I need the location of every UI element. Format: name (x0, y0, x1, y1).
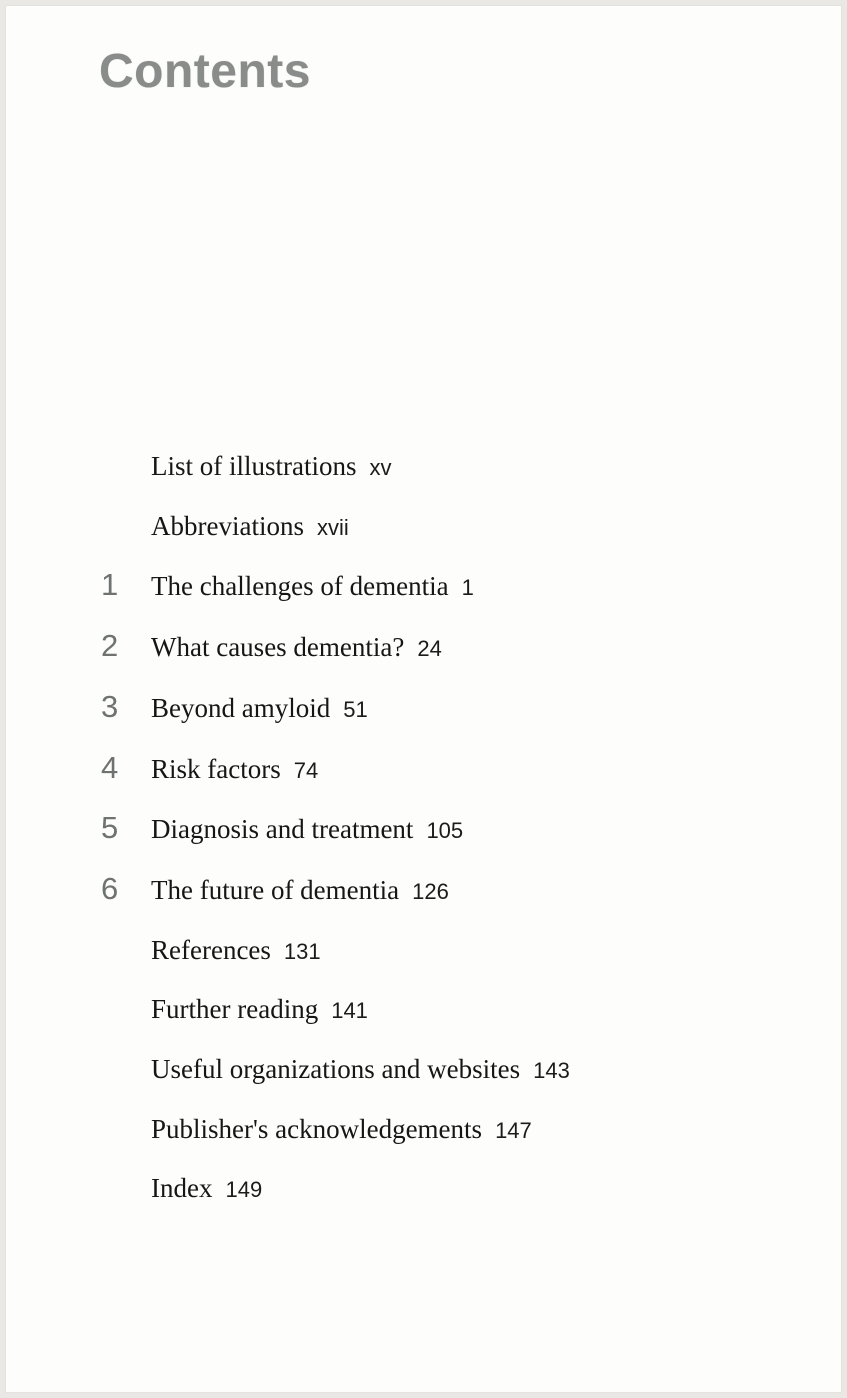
toc-entry-label: The future of dementia (151, 874, 400, 905)
toc-entry-label: Further reading (151, 994, 319, 1025)
toc-entry (101, 982, 570, 1042)
chapter-number: 5 (101, 810, 119, 846)
toc-entry (101, 923, 570, 983)
toc-list (101, 439, 570, 1221)
toc-entry (101, 499, 570, 559)
page-title: Contents (99, 45, 311, 98)
toc-entry-page: 147 (495, 1117, 532, 1143)
toc-entry-page: 149 (225, 1177, 263, 1203)
toc-entry (101, 1102, 570, 1162)
chapter-number: 3 (101, 688, 119, 724)
toc-entry-page: 143 (533, 1058, 570, 1084)
toc-entry-page: 131 (283, 938, 321, 964)
chapter-number: 4 (101, 749, 119, 785)
toc-entry-page: xvii (316, 514, 349, 540)
toc-entry-label: Index (151, 1173, 213, 1204)
toc-entry-label: Abbreviations (151, 510, 304, 541)
toc-entry-label: Useful organizations and websites (151, 1054, 521, 1085)
toc-entry-label: The challenges of dementia (151, 571, 449, 602)
toc-entry-label: References (151, 934, 271, 965)
toc-entry (101, 801, 570, 862)
toc-entry (101, 558, 570, 619)
toc-entry (101, 680, 570, 741)
toc-entry-label: List of illustrations (151, 451, 357, 481)
toc-entry (101, 862, 570, 923)
toc-entry-page: 1 (461, 575, 474, 601)
book-page (5, 5, 842, 1393)
toc-entry (101, 439, 570, 499)
toc-entry-label: What causes dementia? (151, 632, 405, 663)
toc-entry-page: 74 (293, 757, 319, 783)
chapter-number: 1 (101, 567, 119, 603)
toc-entry (101, 741, 570, 802)
toc-entry-label: Beyond amyloid (151, 692, 331, 723)
toc-entry-label: Risk factors (151, 753, 281, 784)
toc-entry (101, 619, 570, 680)
toc-entry-page: 126 (412, 878, 449, 904)
toc-entry-page: 105 (426, 818, 464, 844)
toc-entry-page: 51 (343, 696, 368, 722)
toc-entry-label: Publisher's acknowledgements (151, 1113, 483, 1144)
toc-entry (101, 1042, 570, 1102)
toc-entry (101, 1161, 570, 1221)
chapter-number: 6 (101, 870, 119, 906)
toc-entry-page: 24 (417, 636, 442, 662)
toc-entry-page: xv (369, 455, 392, 480)
toc-entry-label: Diagnosis and treatment (151, 814, 414, 845)
chapter-number: 2 (101, 628, 119, 664)
toc-entry-page: 141 (331, 998, 368, 1024)
